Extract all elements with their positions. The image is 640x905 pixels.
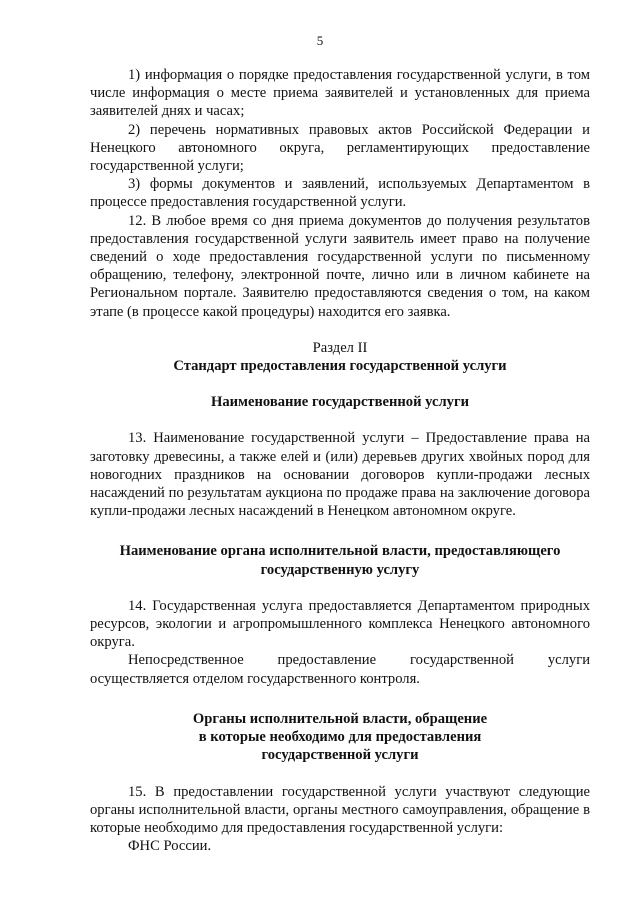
paragraph-15: 15. В предоставлении государственной услуги участвуют следующие органы исполнительной власти, органы местного самоуправления, обращение в которые необходимо для предоставления государственной услуги: xyxy=(90,783,590,836)
paragraph-direct-provision: Непосредственное предоставление государственной услуги осуществляется отделом государственного контроля. xyxy=(90,652,590,687)
paragraph-legal-acts: 2) перечень нормативных правовых актов Российской Федерации и Ненецкого автономного округа, регламентирующих предоставление государственной услуги; xyxy=(90,121,590,175)
heading-bodies-line3: государственной услуги xyxy=(261,747,419,764)
paragraph-14: 14. Государственная услуга предоставляется Департаментом природных ресурсов, экологии и агропромышленного комплекса Ненецкого автономного округа. xyxy=(90,597,590,651)
heading-bodies-line1: Органы исполнительной власти, обращение xyxy=(192,710,488,727)
page-number: 5 xyxy=(316,33,324,48)
heading-bodies-line2: в которые необходимо для предоставления xyxy=(198,729,482,746)
paragraph-info-procedure: 1) информация о порядке предоставления государственной услуги, в том числе информация о месте приема заявителей и установленных для приема заявителей днях и часах; xyxy=(90,67,590,120)
heading-authority-line1: Наименование органа исполнительной власти, предоставляющего xyxy=(119,543,561,560)
heading-authority-line2: государственную услугу xyxy=(260,561,420,578)
paragraph-forms: 3) формы документов и заявлений, используемых Департаментом в процессе предоставления государственной услуги. xyxy=(90,176,590,211)
heading-service-name: Наименование государственной услуги xyxy=(211,394,469,411)
document-body xyxy=(90,66,590,855)
paragraph-12: 12. В любое время со дня приема документов до получения результатов предоставления государственной услуги заявитель имеет право на получение сведений о ходе предоставления государственной услуги по письменному обращению, телефону, электронной почте, лично или в личном кабинете на Региональном портале. Заявителю предоставляются сведения о том, на каком этапе (в процессе какой процедуры) находится его заявка. xyxy=(90,212,590,320)
paragraph-fns: ФНС России. xyxy=(128,838,212,855)
section-title: Стандарт предоставления государственной услуги xyxy=(173,358,507,375)
paragraph-13: 13. Наименование государственной услуги – Предоставление права на заготовку древесины, а также елей и (или) деревьев других хвойных пород для новогодних праздников на основании договоров купли-продажи лесных насаждений по результатам аукциона по продаже права на заключение договора купли-продажи лесных насаждений в Ненецком автономном округе. xyxy=(90,430,590,520)
section-label: Раздел II xyxy=(312,339,368,356)
